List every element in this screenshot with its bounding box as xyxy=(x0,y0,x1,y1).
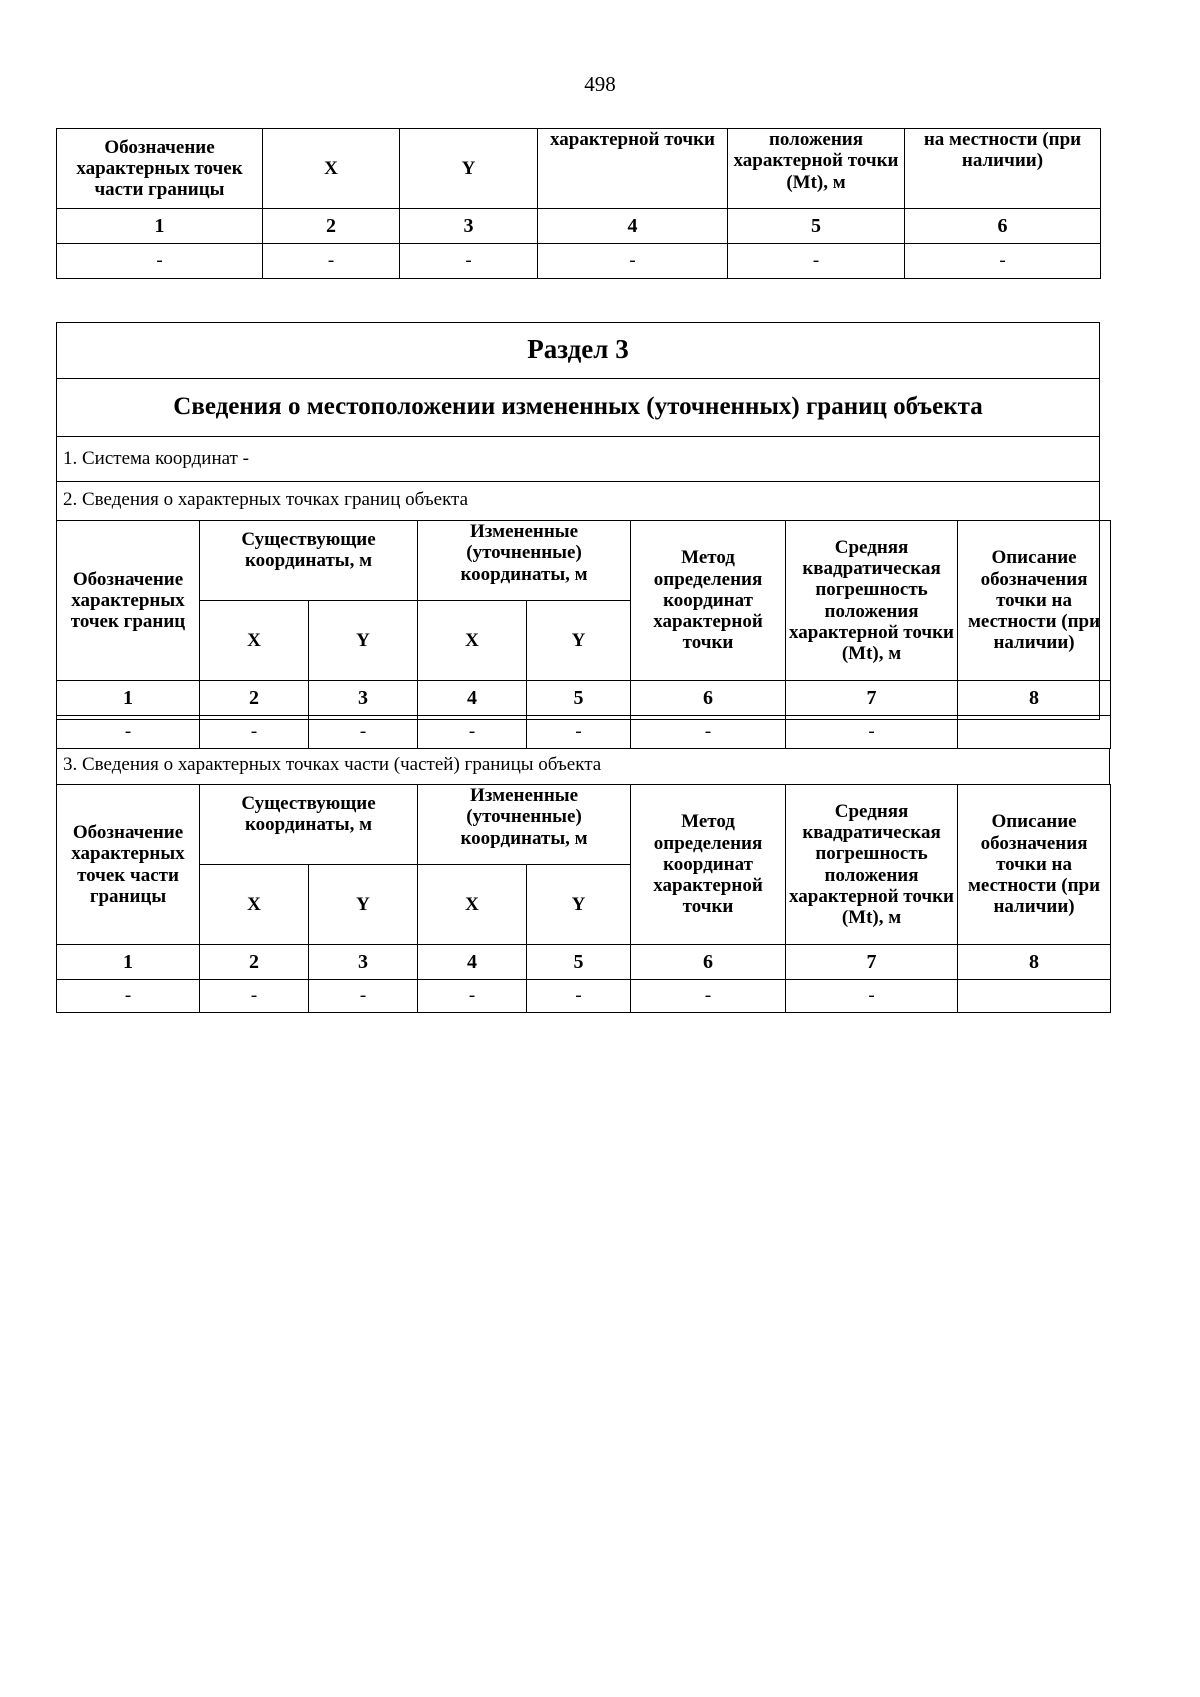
header-method: Метод определения координат характерной точки xyxy=(631,785,786,945)
coordinate-system-line: 1. Система координат - xyxy=(57,437,1099,482)
header-point-designation: Обозначение характерных точек границ xyxy=(57,521,200,681)
table-cell: - xyxy=(57,244,263,279)
header-cell: характерной точки xyxy=(538,129,728,209)
section-title: Раздел 3 xyxy=(57,323,1099,379)
header-method: Метод определения координат характерной точки xyxy=(631,521,786,681)
table-cell: - xyxy=(200,980,309,1013)
column-number: 2 xyxy=(263,209,400,244)
table-row xyxy=(57,980,1111,1013)
table-cell: - xyxy=(57,716,200,749)
header-description: Описание обозначения точки на местности (при наличии) xyxy=(958,785,1111,945)
header-y: Y xyxy=(309,865,418,945)
table-header-row xyxy=(57,785,1111,865)
column-number: 2 xyxy=(200,945,309,980)
table-cell: - xyxy=(786,980,958,1013)
table-part-boundary-points-continuation xyxy=(56,128,1101,279)
header-cell: на местности (при наличии) xyxy=(905,129,1101,209)
table-cell: - xyxy=(527,716,631,749)
column-number-row xyxy=(57,945,1111,980)
table-row xyxy=(57,716,1111,749)
header-y: Y xyxy=(309,601,418,681)
header-changed-coordinates: Измененные (уточненные) координаты, м xyxy=(418,521,631,601)
table-cell: - xyxy=(631,716,786,749)
column-number: 8 xyxy=(958,681,1111,716)
table-header-row xyxy=(57,129,1101,209)
header-point-designation: Обозначение характерных точек части границы xyxy=(57,785,200,945)
header-existing-coordinates: Существующие координаты, м xyxy=(200,785,418,865)
header-changed-coordinates: Измененные (уточненные) координаты, м xyxy=(418,785,631,865)
table-cell xyxy=(958,716,1111,749)
table-cell: - xyxy=(631,980,786,1013)
table-cell: - xyxy=(309,716,418,749)
column-number: 6 xyxy=(631,945,786,980)
page-number: 498 xyxy=(584,72,616,96)
column-number: 5 xyxy=(527,945,631,980)
header-cell: Y xyxy=(400,129,538,209)
column-number-row xyxy=(57,209,1101,244)
column-number: 3 xyxy=(309,945,418,980)
column-number: 8 xyxy=(958,945,1111,980)
part-boundary-points-caption: 3. Сведения о характерных точках части (частей) границы объекта xyxy=(56,748,1110,784)
column-number: 3 xyxy=(309,681,418,716)
table-cell: - xyxy=(400,244,538,279)
header-mean-error: Средняя квадратическая погрешность положения характерной точки (Mt), м xyxy=(786,785,958,945)
header-cell: положения характерной точки (Mt), м xyxy=(728,129,905,209)
column-number: 5 xyxy=(527,681,631,716)
column-number: 3 xyxy=(400,209,538,244)
header-cell: X xyxy=(263,129,400,209)
table-cell: - xyxy=(418,980,527,1013)
table-part-boundary-points xyxy=(56,784,1111,1013)
boundary-points-caption: 2. Сведения о характерных точках границ объекта xyxy=(63,489,469,510)
table-cell xyxy=(958,980,1111,1013)
table-cell: - xyxy=(309,980,418,1013)
table-cell: - xyxy=(786,716,958,749)
column-number: 1 xyxy=(57,945,200,980)
header-description: Описание обозначения точки на местности (при наличии) xyxy=(958,521,1111,681)
header-existing-coordinates: Существующие координаты, м xyxy=(200,521,418,601)
table-cell: - xyxy=(57,980,200,1013)
column-number: 1 xyxy=(57,681,200,716)
header-x: X xyxy=(418,865,527,945)
column-number-row xyxy=(57,681,1111,716)
column-number: 4 xyxy=(418,945,527,980)
column-number: 2 xyxy=(200,681,309,716)
header-y: Y xyxy=(527,601,631,681)
table-cell: - xyxy=(200,716,309,749)
table-cell: - xyxy=(418,716,527,749)
table-cell: - xyxy=(905,244,1101,279)
column-number: 1 xyxy=(57,209,263,244)
table-boundary-points xyxy=(56,520,1111,749)
header-x: X xyxy=(200,865,309,945)
column-number: 6 xyxy=(905,209,1101,244)
table-row xyxy=(57,244,1101,279)
table-header-row xyxy=(57,521,1111,601)
column-number: 7 xyxy=(786,945,958,980)
section-subtitle: Сведения о местоположении измененных (уточненных) границ объекта xyxy=(57,379,1099,437)
table-cell: - xyxy=(728,244,905,279)
table-cell: - xyxy=(538,244,728,279)
table-cell: - xyxy=(527,980,631,1013)
column-number: 5 xyxy=(728,209,905,244)
column-number: 7 xyxy=(786,681,958,716)
column-number: 4 xyxy=(418,681,527,716)
header-cell: Обозначение характерных точек части границы xyxy=(57,129,263,209)
column-number: 6 xyxy=(631,681,786,716)
header-x: X xyxy=(200,601,309,681)
table-cell: - xyxy=(263,244,400,279)
column-number: 4 xyxy=(538,209,728,244)
header-y: Y xyxy=(527,865,631,945)
header-mean-error: Средняя квадратическая погрешность положения характерной точки (Mt), м xyxy=(786,521,958,681)
header-x: X xyxy=(418,601,527,681)
